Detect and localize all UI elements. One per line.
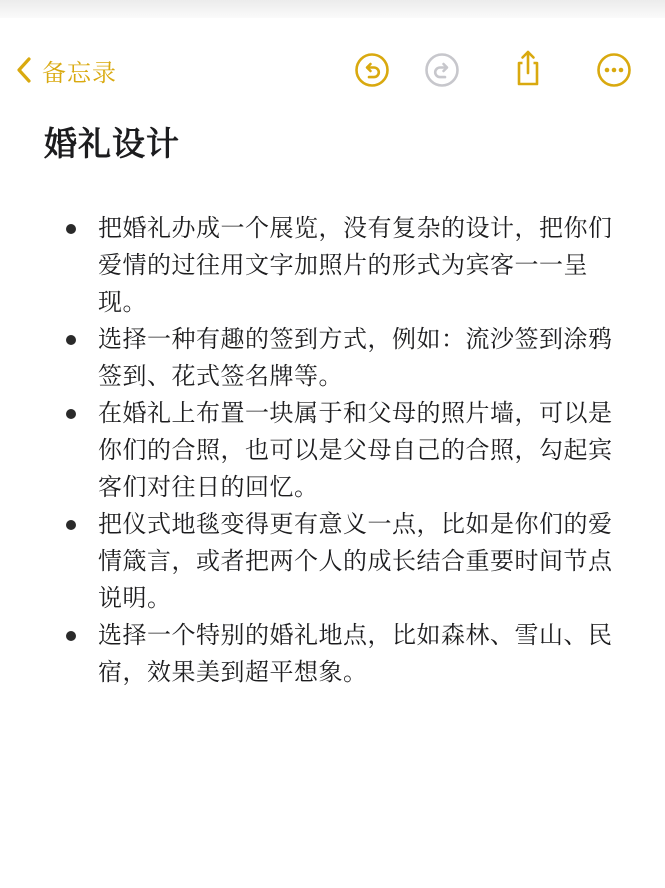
- list-item-text: 在婚礼上布置一块属于和父母的照片墙，可以是你们的合照，也可以是父母自己的合照，勾起宾客们对往日的回忆。: [98, 399, 613, 501]
- list-item-text: 选择一种有趣的签到方式，例如：流沙签到涂鸦签到、花式签名牌等。: [98, 325, 613, 390]
- share-button[interactable]: [510, 48, 546, 88]
- undo-button[interactable]: [354, 52, 390, 88]
- bullet-dot: [66, 224, 76, 234]
- list-item: [98, 395, 618, 506]
- list-item: [98, 210, 618, 321]
- back-label: 备忘录: [42, 58, 117, 87]
- redo-button[interactable]: [424, 52, 460, 88]
- status-bar-area: [0, 0, 665, 18]
- list-item: [98, 321, 618, 395]
- note-bullet-list[interactable]: [98, 210, 618, 691]
- redo-icon: [424, 52, 460, 88]
- share-icon: [510, 48, 546, 88]
- navigation-bar: [0, 42, 665, 98]
- back-button[interactable]: [16, 48, 117, 92]
- list-item: [98, 617, 618, 691]
- more-button[interactable]: [596, 52, 632, 88]
- bullet-dot: [66, 631, 76, 641]
- list-item: [98, 506, 618, 617]
- bullet-dot: [66, 335, 76, 345]
- list-item-text: 把婚礼办成一个展览，没有复杂的设计，把你们爱情的过往用文字加照片的形式为宾客一一呈现。: [98, 214, 613, 316]
- note-title[interactable]: 婚礼设计: [44, 124, 180, 163]
- more-icon: [596, 52, 632, 88]
- list-item-text: 把仪式地毯变得更有意义一点，比如是你们的爱情箴言，或者把两个人的成长结合重要时间节点说明。: [98, 510, 613, 612]
- chevron-left-icon: [16, 56, 32, 84]
- undo-icon: [354, 52, 390, 88]
- bullet-dot: [66, 520, 76, 530]
- list-item-text: 选择一个特别的婚礼地点，比如森林、雪山、民宿，效果美到超平想象。: [98, 621, 613, 686]
- bullet-dot: [66, 409, 76, 419]
